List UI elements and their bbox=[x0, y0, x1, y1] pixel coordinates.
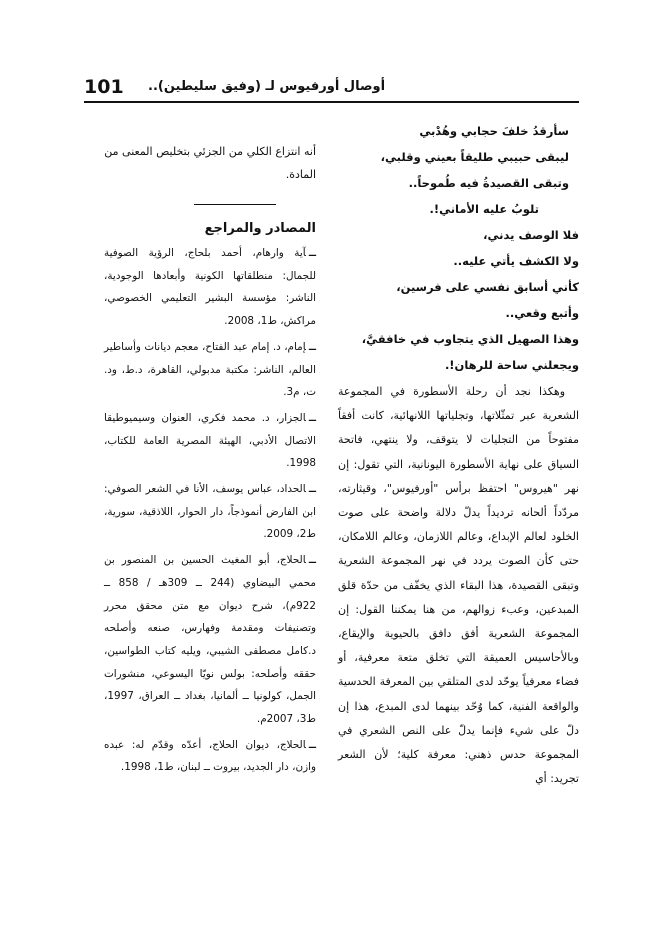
verse-line: وأتبع وقعي.. bbox=[505, 306, 579, 320]
section-separator bbox=[194, 204, 276, 205]
verse-line: كأني أسابق نفسي على فرسين، bbox=[396, 280, 579, 294]
reference-dash: ــ bbox=[308, 247, 316, 259]
reference-dash: ــ bbox=[308, 738, 316, 751]
poem-verses bbox=[338, 118, 579, 378]
verse-line: ليبقى حبيبي طليقاً بعيني وقلبي، bbox=[380, 150, 569, 164]
reference-text: الحداد، عباس يوسف، الأنا في الشعر الصوفي: ابن الفارض أنموذجاً، دار الحوار، اللاذقية، سورية، ط2، 2009. bbox=[104, 483, 316, 541]
reference-text: إمام، د. إمام عبد الفتاح، معجم ديانات وأساطير العالم، الناشر: مكتبة مدبولي، القاهرة، د.ط، ود. ت، م3. bbox=[104, 340, 316, 399]
verse-line: وتبقى القصيدةُ فيه طُموحاً.. bbox=[408, 176, 569, 190]
verse-line: ويجعلني ساحة للرهان!. bbox=[444, 358, 579, 372]
reference-item bbox=[104, 407, 316, 475]
reference-dash: ــ bbox=[308, 411, 316, 424]
reference-item bbox=[104, 242, 316, 333]
running-title: أوصال أورفيوس لـ (وفيق سليطين).. bbox=[148, 79, 386, 94]
page-number: 101 bbox=[84, 76, 124, 98]
reference-text: الحلاج، أبو المغيث الحسين بن المنصور بن محمي البيضاوي (244 ــ 309هـ / 858 ــ 922م)، شرح ديوان مع متن محقق محرر وتصنيفات ومقدمة وفهارس، صنعه وأصلحه د.كامل مصطفى الشيبي، ويليه كتاب الطواسين، حققه وأصلحه: بولس نويّا اليسوعي، منشورات الجمل، كولونيا ــ ألمانيا، بغداد ــ العراق، 1997، ط3، 2007م. bbox=[104, 554, 316, 726]
left-column bbox=[104, 140, 316, 782]
reference-item bbox=[104, 734, 316, 779]
references-title: المصادر والمراجع bbox=[204, 221, 316, 236]
reference-item bbox=[104, 336, 316, 404]
body-paragraph bbox=[338, 380, 579, 791]
verse-line: فلا الوصف يدني، bbox=[483, 228, 579, 242]
paragraph-text: وهكذا نجد أن رحلة الأسطورة في المجموعة الشعرية عبر تمثّلاتها، وتجلياتها اللانهائية، كانت أفقاً مفتوحاً من التجليات لا يتوقف، ولا ينتهي، فاتحة السياق على نهاية الأسطورة اليونانية، التي تقول: إن نهر "هيروس" احتفظ برأس "أورفيوس"، وقيثارته، مردّداً ألحانه ترديداً يدلّ دلالة واضحة على صوت الخلود لعالم الإبداع، وعالم اللازمان، وعالم اللامكان، حتى كأن الصوت يردد في نهر المجموعة الشعرية وتبقى القصيدة، هذا البقاء الذي يخفّف من حدّة قلق المبدعين، وعبء زوالهم، من هنا يمكننا القول: إن المجموعة الشعرية أفق دافق بالحيوية والإيقاع، وبالأحاسيس العميقة التي تخلق متعة معرفية، أو فضاء معرفياً يوحّد لدى المتلقي بين المعرفة الحدسية والواقعة الفنية، كما وُحّد بينهما لدى المبدع، هذا إن دلّ على شيء فإنما يدلّ على النص الشعري في المجموعة حدس ذهني: معرفة كلية؛ لأن الشعر تجريد: أي bbox=[338, 385, 579, 786]
right-column bbox=[338, 118, 579, 791]
reference-dash: ــ bbox=[308, 554, 316, 567]
references-list bbox=[104, 242, 316, 779]
verse-line: سأرقدُ خلفَ حجابي وهُدْبي bbox=[419, 124, 569, 138]
header-rule bbox=[84, 101, 579, 103]
continuation-text: أنه انتزاع الكلي من الجزئي بتخليص المعنى من المادة. bbox=[104, 145, 316, 181]
verse-line: وهذا الصهيل الذي يتجاوب في خافقيَّ، bbox=[361, 332, 579, 346]
reference-text: الحلاج، ديوان الحلاج، أعدّه وقدّم له: عبده وازن، دار الجديد، بيروت ــ لبنان، ط1، 1998. bbox=[104, 738, 316, 774]
reference-dash: ــ bbox=[308, 483, 316, 496]
reference-dash: ــ bbox=[308, 340, 316, 353]
verse-line: ولا الكشف يأتي عليه.. bbox=[453, 254, 579, 268]
verse-line: تلوبُ عليه الأماني!. bbox=[429, 202, 539, 216]
reference-item bbox=[104, 549, 316, 731]
reference-text: الجزار، د. محمد فكري، العنوان وسيميوطيقا الاتصال الأدبي، الهيئة المصرية العامة للكتاب، 1998. bbox=[104, 411, 316, 470]
reference-item bbox=[104, 478, 316, 546]
reference-text: آية وارهام، أحمد بلحاج، الرؤية الصوفية للجمال: منطلقاتها الكونية وأبعادها الوجودية، الناشر: مؤسسة البشير التعليمي الخصوصي، مراكش، ط1، 2008. bbox=[104, 247, 316, 328]
